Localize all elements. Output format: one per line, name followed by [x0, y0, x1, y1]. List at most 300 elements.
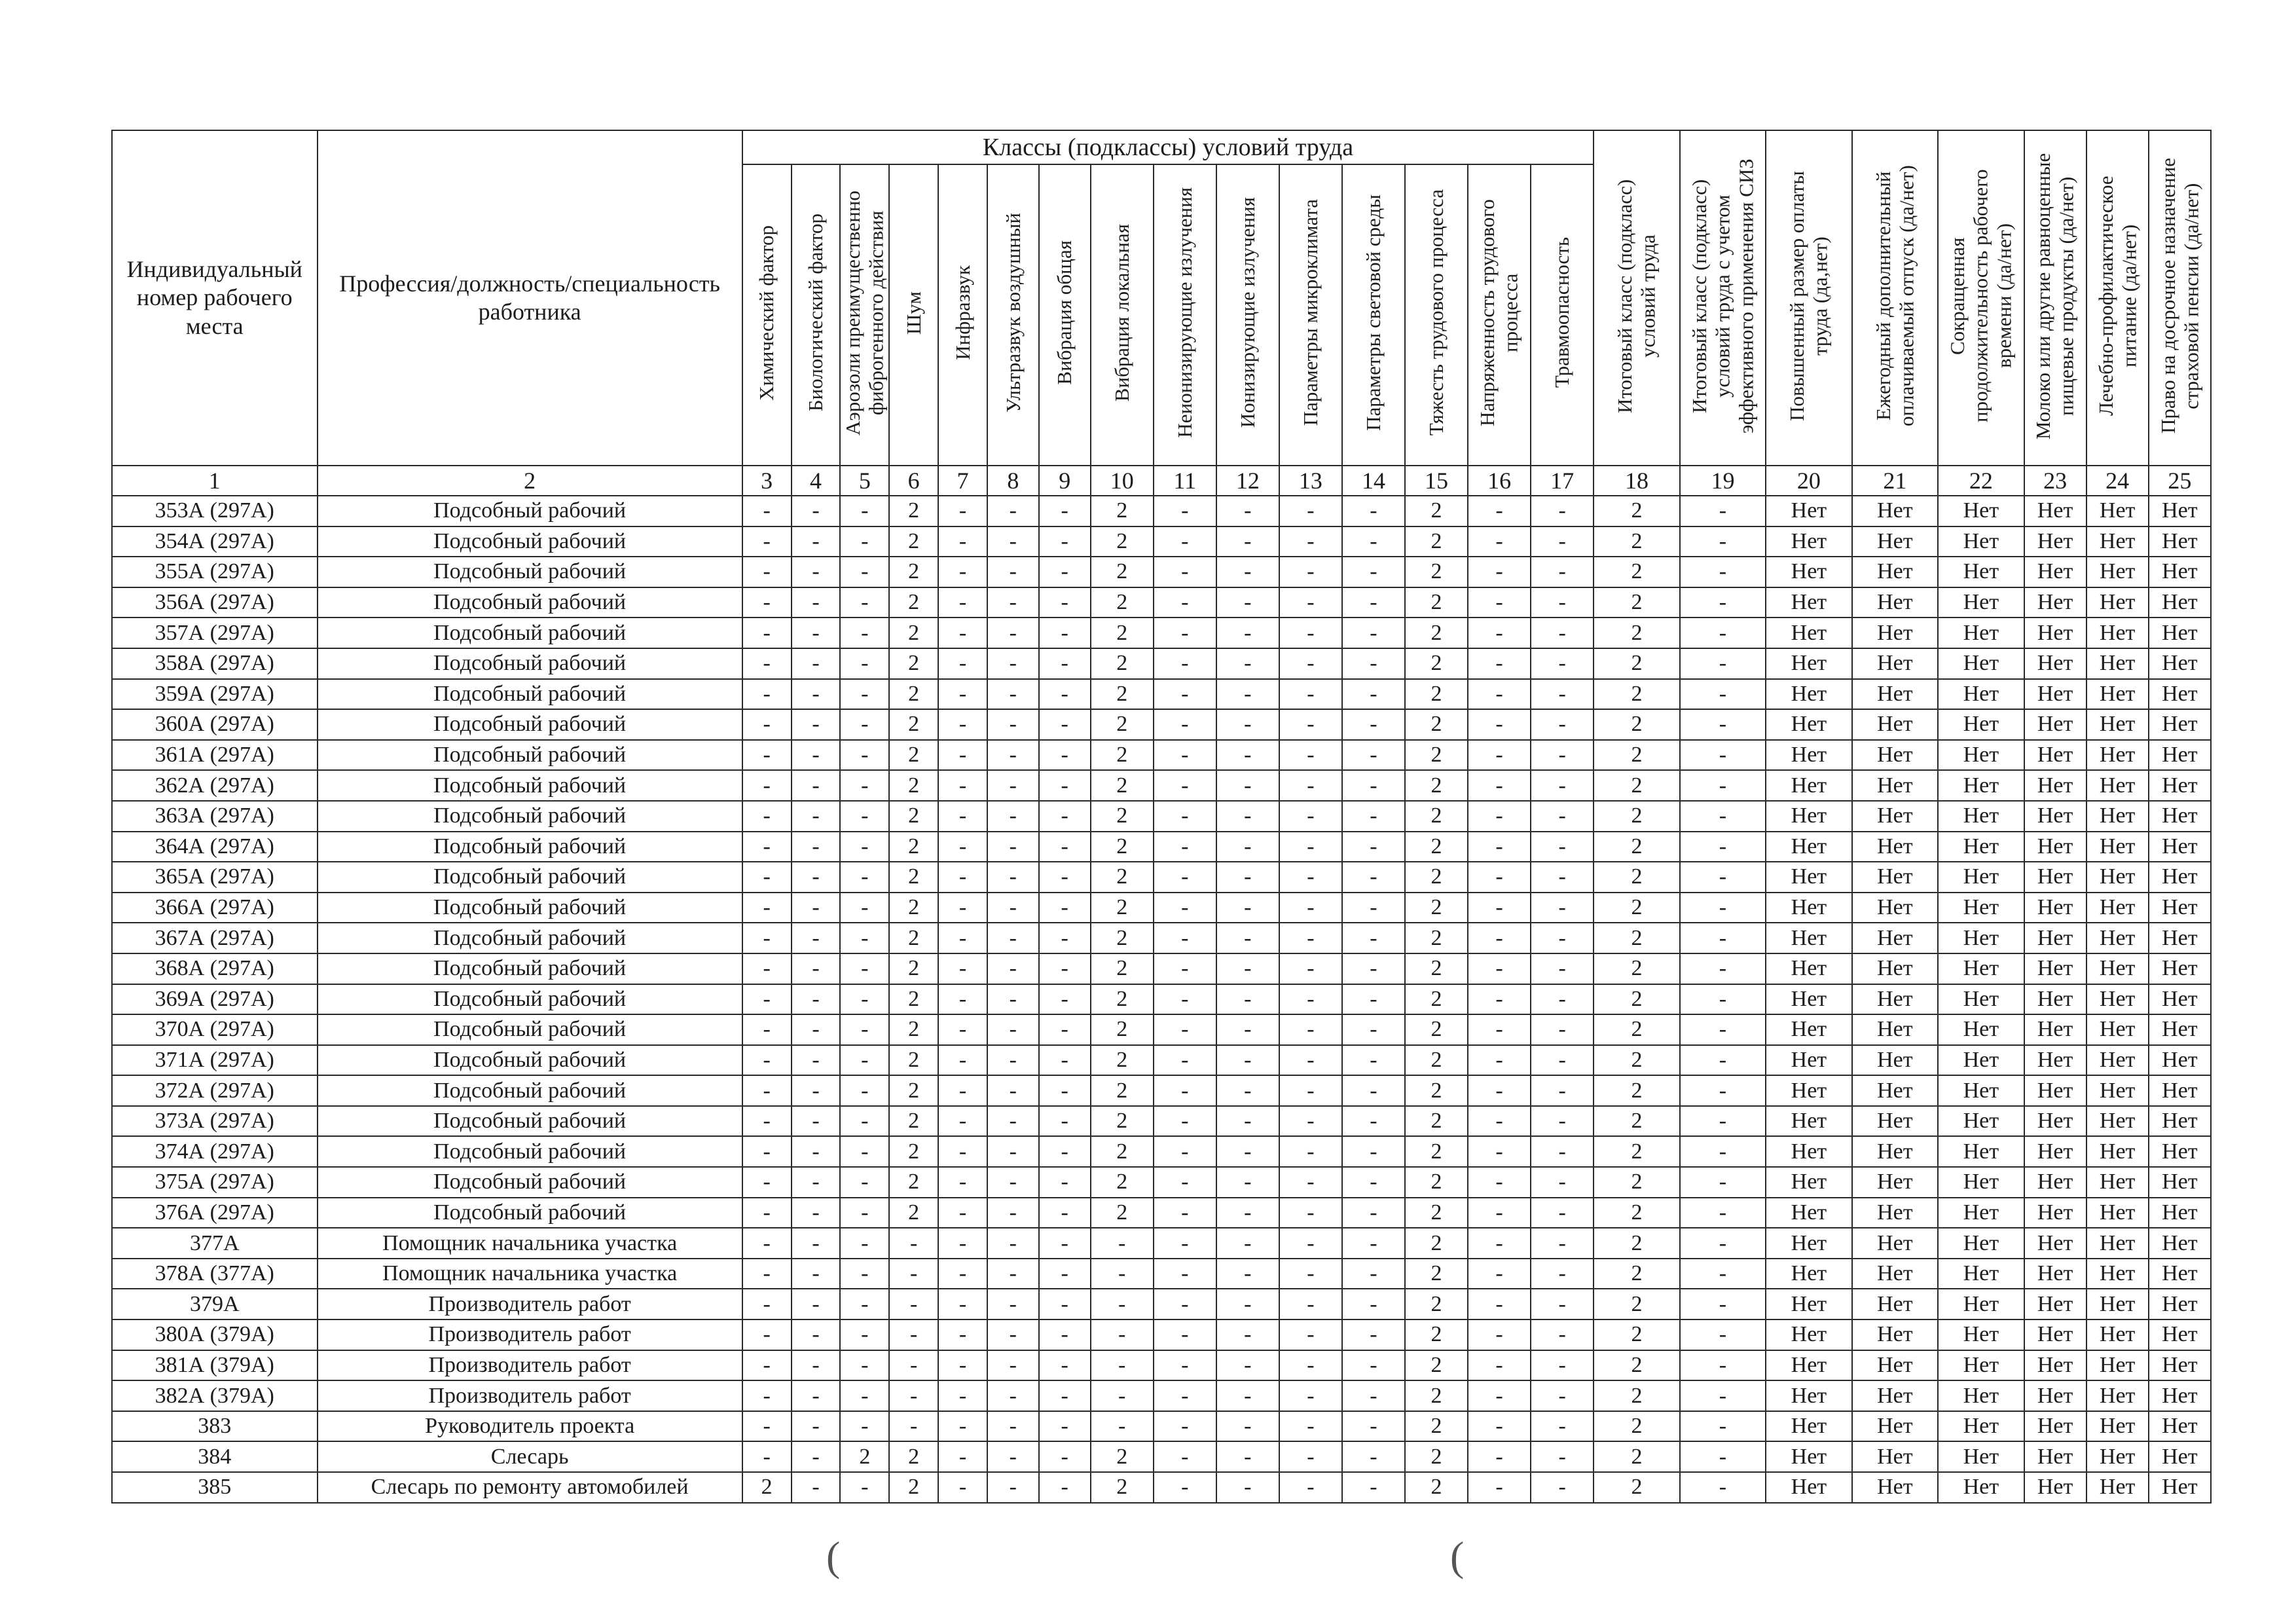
value-cell: -: [1216, 1259, 1279, 1289]
value-cell: -: [889, 1320, 938, 1350]
profession-cell: Помощник начальника участка: [318, 1228, 742, 1259]
value-cell: -: [840, 1014, 889, 1045]
value-cell: Нет: [1766, 1136, 1851, 1167]
value-cell: Нет: [1766, 1014, 1851, 1045]
table-row: [112, 496, 2211, 526]
value-cell: -: [840, 1259, 889, 1289]
workplace-id-cell: 362А (297А): [112, 770, 318, 801]
value-cell: -: [987, 740, 1039, 771]
profession-cell: Производитель работ: [318, 1289, 742, 1320]
workplace-id-cell: 378А (377А): [112, 1259, 318, 1289]
header-conditions-group: Классы (подклассы) условий труда: [742, 130, 1594, 164]
value-cell: -: [1039, 740, 1091, 771]
value-cell: Нет: [2149, 832, 2211, 862]
value-cell: Нет: [2149, 1289, 2211, 1320]
value-cell: Нет: [2086, 893, 2149, 923]
value-cell: -: [1216, 1167, 1279, 1198]
value-cell: 2: [1091, 984, 1154, 1015]
value-cell: Нет: [2086, 984, 2149, 1015]
value-cell: -: [792, 679, 841, 710]
value-cell: -: [1154, 496, 1216, 526]
value-cell: -: [840, 496, 889, 526]
value-cell: -: [889, 1259, 938, 1289]
value-cell: -: [1342, 679, 1405, 710]
table-row: [112, 862, 2211, 893]
value-cell: 2: [1091, 679, 1154, 710]
value-cell: -: [1039, 1259, 1091, 1289]
value-cell: -: [792, 648, 841, 679]
value-cell: 2: [742, 1472, 792, 1503]
value-cell: -: [987, 832, 1039, 862]
value-cell: 2: [1091, 923, 1154, 953]
value-cell: -: [1342, 984, 1405, 1015]
value-cell: Нет: [1938, 832, 2024, 862]
value-cell: 2: [889, 709, 938, 740]
header-row-group: [112, 130, 2211, 164]
value-cell: -: [840, 1198, 889, 1228]
value-cell: -: [840, 709, 889, 740]
value-cell: 2: [1594, 953, 1679, 984]
value-cell: -: [1342, 1380, 1405, 1411]
workplace-id-cell: 379А: [112, 1289, 318, 1320]
value-cell: 2: [1594, 526, 1679, 557]
value-cell: -: [987, 1106, 1039, 1137]
value-cell: Нет: [1766, 770, 1851, 801]
value-cell: Нет: [1766, 1259, 1851, 1289]
value-cell: -: [1468, 801, 1531, 832]
value-cell: Нет: [1852, 557, 1938, 587]
table-row: [112, 1259, 2211, 1289]
value-cell: Нет: [2086, 832, 2149, 862]
value-cell: -: [1039, 1228, 1091, 1259]
value-cell: 2: [1405, 953, 1468, 984]
value-cell: -: [1216, 1075, 1279, 1106]
value-cell: -: [792, 1350, 841, 1381]
table-row: [112, 1289, 2211, 1320]
table-row: [112, 893, 2211, 923]
value-cell: -: [840, 526, 889, 557]
value-cell: -: [792, 526, 841, 557]
value-cell: -: [792, 1259, 841, 1289]
value-cell: 2: [1594, 770, 1679, 801]
value-cell: -: [1342, 496, 1405, 526]
value-cell: -: [987, 893, 1039, 923]
value-cell: Нет: [2149, 893, 2211, 923]
value-cell: -: [1039, 618, 1091, 648]
value-cell: -: [840, 1320, 889, 1350]
value-cell: Нет: [1852, 923, 1938, 953]
value-cell: -: [1039, 1350, 1091, 1381]
value-cell: Нет: [2024, 1441, 2086, 1472]
value-cell: Нет: [1938, 1289, 2024, 1320]
value-cell: 2: [1405, 1411, 1468, 1442]
workplace-id-cell: 373А (297А): [112, 1106, 318, 1137]
value-cell: -: [1531, 648, 1594, 679]
value-cell: Нет: [2086, 618, 2149, 648]
value-cell: 2: [1594, 893, 1679, 923]
value-cell: -: [792, 984, 841, 1015]
value-cell: Нет: [2086, 648, 2149, 679]
value-cell: 2: [1405, 1320, 1468, 1350]
value-cell: Нет: [1938, 679, 2024, 710]
value-cell: 2: [1594, 1350, 1679, 1381]
value-cell: Нет: [1852, 1472, 1938, 1503]
value-cell: -: [1216, 618, 1279, 648]
value-cell: Нет: [2086, 1198, 2149, 1228]
value-cell: -: [1342, 618, 1405, 648]
header-extra-leave: Ежегодный дополнительный оплачиваемый отпуск (да/нет): [1852, 130, 1938, 466]
column-number: 15: [1405, 466, 1468, 496]
value-cell: Нет: [1938, 1167, 2024, 1198]
value-cell: -: [742, 893, 792, 923]
value-cell: -: [1342, 862, 1405, 893]
value-cell: -: [1531, 984, 1594, 1015]
value-cell: 2: [1405, 648, 1468, 679]
value-cell: Нет: [2024, 557, 2086, 587]
workplace-id-cell: 359А (297А): [112, 679, 318, 710]
value-cell: -: [938, 1289, 987, 1320]
value-cell: Нет: [1852, 1198, 1938, 1228]
value-cell: -: [1531, 923, 1594, 953]
value-cell: -: [1680, 1198, 1766, 1228]
value-cell: -: [742, 1075, 792, 1106]
value-cell: Нет: [1852, 1045, 1938, 1076]
value-cell: Нет: [2086, 1441, 2149, 1472]
value-cell: -: [1039, 1380, 1091, 1411]
table-row: [112, 1167, 2211, 1198]
value-cell: Нет: [2024, 1045, 2086, 1076]
value-cell: -: [938, 526, 987, 557]
profession-cell: Слесарь по ремонту автомобилей: [318, 1472, 742, 1503]
workplace-id-cell: 370А (297А): [112, 1014, 318, 1045]
value-cell: Нет: [2149, 618, 2211, 648]
value-cell: 2: [1594, 1014, 1679, 1045]
value-cell: -: [1531, 1106, 1594, 1137]
value-cell: -: [1680, 1472, 1766, 1503]
value-cell: Нет: [1852, 526, 1938, 557]
value-cell: -: [742, 1136, 792, 1167]
value-cell: Нет: [1766, 923, 1851, 953]
value-cell: -: [1039, 1106, 1091, 1137]
value-cell: -: [1531, 526, 1594, 557]
value-cell: 2: [1594, 740, 1679, 771]
header-factor: Параметры световой среды: [1342, 164, 1405, 466]
value-cell: -: [1279, 1228, 1342, 1259]
workplace-id-cell: 377А: [112, 1228, 318, 1259]
value-cell: -: [1680, 953, 1766, 984]
value-cell: -: [987, 1289, 1039, 1320]
value-cell: Нет: [1852, 1411, 1938, 1442]
value-cell: -: [1680, 1411, 1766, 1442]
value-cell: -: [742, 984, 792, 1015]
value-cell: Нет: [2086, 679, 2149, 710]
value-cell: 2: [1405, 1228, 1468, 1259]
value-cell: 2: [1594, 648, 1679, 679]
value-cell: Нет: [1852, 1228, 1938, 1259]
value-cell: -: [1531, 832, 1594, 862]
value-cell: 2: [1594, 832, 1679, 862]
value-cell: -: [1531, 1472, 1594, 1503]
value-cell: Нет: [2086, 1167, 2149, 1198]
profession-cell: Подсобный рабочий: [318, 953, 742, 984]
profession-cell: Подсобный рабочий: [318, 1075, 742, 1106]
value-cell: 2: [1594, 1167, 1679, 1198]
value-cell: 2: [889, 526, 938, 557]
value-cell: -: [1531, 1350, 1594, 1381]
value-cell: -: [1279, 1045, 1342, 1076]
value-cell: Нет: [2024, 1320, 2086, 1350]
value-cell: -: [1154, 1411, 1216, 1442]
value-cell: -: [1279, 526, 1342, 557]
value-cell: 2: [1405, 587, 1468, 618]
value-cell: 2: [889, 923, 938, 953]
value-cell: 2: [1405, 1380, 1468, 1411]
column-number: 5: [840, 466, 889, 496]
value-cell: -: [1531, 1045, 1594, 1076]
value-cell: -: [1680, 1106, 1766, 1137]
value-cell: 2: [1405, 893, 1468, 923]
header-factor: Аэрозоли преимущественно фиброгенного действия: [840, 164, 889, 466]
value-cell: -: [1154, 557, 1216, 587]
value-cell: Нет: [2149, 1075, 2211, 1106]
value-cell: Нет: [2149, 1228, 2211, 1259]
profession-cell: Подсобный рабочий: [318, 526, 742, 557]
value-cell: -: [1531, 1228, 1594, 1259]
value-cell: -: [1091, 1320, 1154, 1350]
value-cell: Нет: [2024, 679, 2086, 710]
table-row: [112, 770, 2211, 801]
profession-cell: Подсобный рабочий: [318, 679, 742, 710]
value-cell: -: [840, 923, 889, 953]
value-cell: 2: [1091, 770, 1154, 801]
value-cell: -: [1531, 679, 1594, 710]
value-cell: -: [1680, 679, 1766, 710]
workplace-id-cell: 382А (379А): [112, 1380, 318, 1411]
value-cell: -: [1680, 1320, 1766, 1350]
value-cell: -: [1342, 1075, 1405, 1106]
value-cell: -: [742, 618, 792, 648]
value-cell: 2: [1091, 1075, 1154, 1106]
value-cell: -: [1468, 1259, 1531, 1289]
value-cell: Нет: [1938, 648, 2024, 679]
value-cell: -: [840, 832, 889, 862]
value-cell: 2: [1594, 1075, 1679, 1106]
value-cell: -: [1039, 984, 1091, 1015]
header-workplace-id: Индивидуальный номер рабочего места: [112, 130, 318, 466]
profession-cell: Подсобный рабочий: [318, 1014, 742, 1045]
value-cell: 2: [889, 679, 938, 710]
value-cell: -: [1680, 801, 1766, 832]
value-cell: 2: [889, 862, 938, 893]
value-cell: Нет: [2024, 1228, 2086, 1259]
table-row: [112, 557, 2211, 587]
value-cell: Нет: [2086, 923, 2149, 953]
value-cell: Нет: [2086, 953, 2149, 984]
value-cell: -: [1468, 862, 1531, 893]
value-cell: -: [938, 648, 987, 679]
value-cell: Нет: [2149, 648, 2211, 679]
value-cell: 2: [1594, 1198, 1679, 1228]
value-cell: Нет: [1938, 893, 2024, 923]
value-cell: Нет: [2149, 1014, 2211, 1045]
value-cell: -: [1154, 1259, 1216, 1289]
value-cell: 2: [1594, 618, 1679, 648]
value-cell: 2: [1091, 832, 1154, 862]
value-cell: -: [1216, 557, 1279, 587]
value-cell: -: [1342, 526, 1405, 557]
value-cell: -: [1468, 984, 1531, 1015]
workplace-id-cell: 376А (297А): [112, 1198, 318, 1228]
value-cell: -: [1279, 801, 1342, 832]
value-cell: Нет: [2149, 1106, 2211, 1137]
value-cell: Нет: [2024, 618, 2086, 648]
value-cell: Нет: [2024, 923, 2086, 953]
value-cell: -: [889, 1380, 938, 1411]
value-cell: -: [1216, 1014, 1279, 1045]
value-cell: -: [1279, 953, 1342, 984]
value-cell: -: [1531, 1136, 1594, 1167]
value-cell: -: [792, 893, 841, 923]
value-cell: -: [987, 496, 1039, 526]
table-row: [112, 618, 2211, 648]
value-cell: -: [938, 893, 987, 923]
value-cell: -: [840, 648, 889, 679]
value-cell: -: [987, 557, 1039, 587]
value-cell: Нет: [1852, 1075, 1938, 1106]
value-cell: Нет: [2024, 1259, 2086, 1289]
table-row: [112, 1320, 2211, 1350]
value-cell: Нет: [2024, 648, 2086, 679]
value-cell: -: [987, 1259, 1039, 1289]
value-cell: 2: [1594, 557, 1679, 587]
table-row: [112, 1350, 2211, 1381]
header-reduced-hours: Сокращенная продолжительность рабочего времени (да/нет): [1938, 130, 2024, 466]
value-cell: Нет: [2149, 1136, 2211, 1167]
value-cell: Нет: [1938, 1228, 2024, 1259]
value-cell: -: [1154, 770, 1216, 801]
value-cell: -: [938, 1167, 987, 1198]
column-number: 16: [1468, 466, 1531, 496]
value-cell: Нет: [2149, 740, 2211, 771]
table-body: [112, 496, 2211, 1503]
value-cell: 2: [1091, 496, 1154, 526]
table-row: [112, 1411, 2211, 1442]
value-cell: 2: [889, 1136, 938, 1167]
value-cell: -: [938, 1472, 987, 1503]
value-cell: 2: [889, 832, 938, 862]
value-cell: Нет: [1852, 1136, 1938, 1167]
value-cell: 2: [1405, 801, 1468, 832]
value-cell: -: [1468, 1411, 1531, 1442]
header-factor: Шум: [889, 164, 938, 466]
value-cell: -: [1039, 557, 1091, 587]
value-cell: Нет: [2149, 953, 2211, 984]
value-cell: -: [1680, 709, 1766, 740]
value-cell: 2: [1594, 1289, 1679, 1320]
value-cell: -: [938, 618, 987, 648]
value-cell: -: [987, 1472, 1039, 1503]
value-cell: Нет: [2086, 740, 2149, 771]
header-early-pension: Право на досрочное назначение страховой пенсии (да/нет): [2149, 130, 2211, 466]
column-number: 23: [2024, 466, 2086, 496]
value-cell: Нет: [2149, 1350, 2211, 1381]
value-cell: Нет: [2024, 1167, 2086, 1198]
value-cell: Нет: [1766, 1289, 1851, 1320]
value-cell: Нет: [1852, 679, 1938, 710]
value-cell: -: [1039, 1167, 1091, 1198]
value-cell: -: [1468, 1136, 1531, 1167]
column-number: 10: [1091, 466, 1154, 496]
value-cell: -: [840, 740, 889, 771]
value-cell: Нет: [2024, 1350, 2086, 1381]
value-cell: -: [938, 1411, 987, 1442]
value-cell: -: [1680, 862, 1766, 893]
column-number: 9: [1039, 466, 1091, 496]
value-cell: -: [1342, 1228, 1405, 1259]
column-number: 24: [2086, 466, 2149, 496]
value-cell: -: [1279, 648, 1342, 679]
value-cell: Нет: [1938, 862, 2024, 893]
value-cell: Нет: [2149, 557, 2211, 587]
value-cell: Нет: [1938, 526, 2024, 557]
value-cell: 2: [1405, 1075, 1468, 1106]
profession-cell: Подсобный рабочий: [318, 496, 742, 526]
value-cell: -: [987, 1441, 1039, 1472]
value-cell: 2: [889, 587, 938, 618]
value-cell: -: [1342, 953, 1405, 984]
value-cell: Нет: [1938, 1014, 2024, 1045]
value-cell: -: [1039, 1014, 1091, 1045]
value-cell: -: [742, 832, 792, 862]
value-cell: -: [987, 1167, 1039, 1198]
value-cell: Нет: [1938, 1075, 2024, 1106]
value-cell: Нет: [2024, 526, 2086, 557]
value-cell: -: [1468, 1320, 1531, 1350]
value-cell: 2: [1405, 557, 1468, 587]
value-cell: -: [1680, 1228, 1766, 1259]
workplace-id-cell: 383: [112, 1411, 318, 1442]
value-cell: -: [1039, 1136, 1091, 1167]
value-cell: -: [1468, 557, 1531, 587]
value-cell: -: [1680, 618, 1766, 648]
value-cell: -: [742, 1106, 792, 1137]
value-cell: Нет: [1852, 1380, 1938, 1411]
profession-cell: Подсобный рабочий: [318, 587, 742, 618]
value-cell: 2: [1091, 1198, 1154, 1228]
value-cell: -: [840, 1045, 889, 1076]
value-cell: -: [1091, 1380, 1154, 1411]
value-cell: -: [1091, 1259, 1154, 1289]
value-cell: -: [1531, 1259, 1594, 1289]
value-cell: -: [792, 1014, 841, 1045]
value-cell: 2: [1405, 1167, 1468, 1198]
value-cell: 2: [1091, 618, 1154, 648]
value-cell: -: [987, 953, 1039, 984]
value-cell: -: [1468, 618, 1531, 648]
value-cell: -: [1154, 1106, 1216, 1137]
value-cell: -: [1216, 1136, 1279, 1167]
value-cell: -: [1342, 1045, 1405, 1076]
value-cell: -: [987, 1136, 1039, 1167]
value-cell: -: [1039, 862, 1091, 893]
value-cell: -: [1216, 893, 1279, 923]
table-row: [112, 984, 2211, 1015]
value-cell: -: [1531, 587, 1594, 618]
value-cell: 2: [1405, 740, 1468, 771]
value-cell: Нет: [2024, 832, 2086, 862]
profession-cell: Подсобный рабочий: [318, 832, 742, 862]
value-cell: Нет: [1852, 953, 1938, 984]
